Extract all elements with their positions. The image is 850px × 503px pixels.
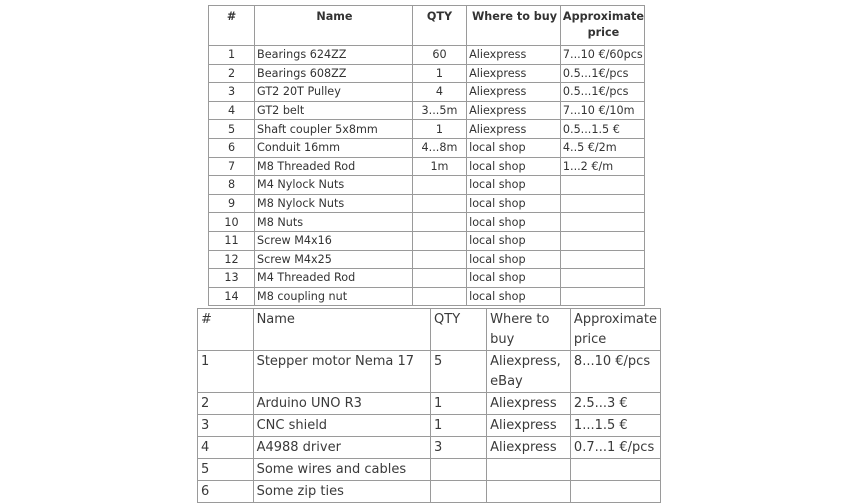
table-row: [209, 213, 645, 232]
item-name: Stepper motor Nema 17: [253, 351, 430, 393]
header-qty: QTY: [412, 6, 466, 46]
item-name: M4 Threaded Rod: [255, 269, 413, 288]
row-number: 1: [198, 351, 254, 393]
row-number: 14: [209, 287, 255, 306]
row-number: 2: [209, 64, 255, 83]
item-name: Some zip ties: [253, 481, 430, 503]
electronics-parts-table: [197, 308, 661, 503]
table-row: [209, 176, 645, 195]
item-qty: [412, 287, 466, 306]
item-where-to-buy: Aliexpress, eBay: [487, 351, 571, 393]
row-number: 6: [209, 138, 255, 157]
item-where-to-buy: local shop: [467, 194, 561, 213]
item-where-to-buy: local shop: [467, 176, 561, 195]
item-qty: 3...5m: [412, 101, 466, 120]
mechanical-parts-table: [208, 5, 645, 306]
item-name: CNC shield: [253, 415, 430, 437]
item-price: 8...10 €/pcs: [570, 351, 660, 393]
item-price: [570, 459, 660, 481]
header-name: Name: [253, 309, 430, 351]
item-qty: 4...8m: [412, 138, 466, 157]
table-row: [209, 194, 645, 213]
item-price: 0.5...1€/pcs: [560, 83, 644, 102]
item-name: M8 coupling nut: [255, 287, 413, 306]
item-where-to-buy: local shop: [467, 250, 561, 269]
item-where-to-buy: local shop: [467, 213, 561, 232]
item-where-to-buy: Aliexpress: [467, 101, 561, 120]
item-name: Shaft coupler 5x8mm: [255, 120, 413, 139]
item-price: [560, 194, 644, 213]
table-row: [198, 481, 661, 503]
item-price: 7...10 €/60pcs: [560, 46, 644, 65]
item-where-to-buy: Aliexpress: [467, 120, 561, 139]
item-qty: [412, 213, 466, 232]
item-price: [560, 213, 644, 232]
item-price: 1...1.5 €: [570, 415, 660, 437]
table-row: [209, 287, 645, 306]
row-number: 3: [198, 415, 254, 437]
header-qty: QTY: [431, 309, 487, 351]
table-row: [198, 393, 661, 415]
item-qty: 1: [431, 393, 487, 415]
table-row: [198, 351, 661, 393]
header-number: #: [209, 6, 255, 46]
row-number: 11: [209, 231, 255, 250]
item-qty: 1: [412, 120, 466, 139]
item-name: M8 Threaded Rod: [255, 157, 413, 176]
item-qty: 5: [431, 351, 487, 393]
item-name: A4988 driver: [253, 437, 430, 459]
item-where-to-buy: [487, 481, 571, 503]
item-qty: [412, 250, 466, 269]
header-where-to-buy: Where to buy: [467, 6, 561, 46]
item-where-to-buy: local shop: [467, 269, 561, 288]
header-number: #: [198, 309, 254, 351]
item-price: 2.5...3 €: [570, 393, 660, 415]
header-where-to-buy: Where to buy: [487, 309, 571, 351]
item-qty: [412, 194, 466, 213]
item-qty: 1: [412, 64, 466, 83]
item-where-to-buy: local shop: [467, 157, 561, 176]
header-approximate-price: Approximate price: [570, 309, 660, 351]
item-where-to-buy: Aliexpress: [467, 64, 561, 83]
item-price: 0.7...1 €/pcs: [570, 437, 660, 459]
table-row: [198, 459, 661, 481]
item-name: Bearings 624ZZ: [255, 46, 413, 65]
table-row: [209, 101, 645, 120]
item-where-to-buy: Aliexpress: [467, 46, 561, 65]
item-qty: 1m: [412, 157, 466, 176]
item-name: M8 Nuts: [255, 213, 413, 232]
table-header-row: [198, 309, 661, 351]
item-price: [560, 231, 644, 250]
table-row: [209, 46, 645, 65]
item-where-to-buy: Aliexpress: [487, 437, 571, 459]
row-number: 7: [209, 157, 255, 176]
row-number: 9: [209, 194, 255, 213]
table-row: [209, 231, 645, 250]
item-price: 4..5 €/2m: [560, 138, 644, 157]
item-where-to-buy: Aliexpress: [487, 415, 571, 437]
row-number: 12: [209, 250, 255, 269]
item-price: 0.5...1.5 €: [560, 120, 644, 139]
item-where-to-buy: local shop: [467, 231, 561, 250]
item-price: 7...10 €/10m: [560, 101, 644, 120]
item-qty: [431, 481, 487, 503]
item-name: Arduino UNO R3: [253, 393, 430, 415]
row-number: 2: [198, 393, 254, 415]
row-number: 4: [209, 101, 255, 120]
item-price: 0.5...1€/pcs: [560, 64, 644, 83]
row-number: 10: [209, 213, 255, 232]
item-where-to-buy: [487, 459, 571, 481]
item-name: GT2 20T Pulley: [255, 83, 413, 102]
item-qty: 3: [431, 437, 487, 459]
item-name: M4 Nylock Nuts: [255, 176, 413, 195]
item-qty: 60: [412, 46, 466, 65]
row-number: 8: [209, 176, 255, 195]
item-name: M8 Nylock Nuts: [255, 194, 413, 213]
item-name: Conduit 16mm: [255, 138, 413, 157]
item-price: [560, 250, 644, 269]
item-price: [560, 176, 644, 195]
item-where-to-buy: local shop: [467, 287, 561, 306]
table-row: [209, 64, 645, 83]
row-number: 5: [209, 120, 255, 139]
row-number: 4: [198, 437, 254, 459]
table-row: [209, 120, 645, 139]
row-number: 1: [209, 46, 255, 65]
table-header-row: [209, 6, 645, 46]
item-qty: 1: [431, 415, 487, 437]
header-name: Name: [255, 6, 413, 46]
table-row: [209, 83, 645, 102]
item-qty: [412, 176, 466, 195]
item-price: 1...2 €/m: [560, 157, 644, 176]
table-row: [198, 415, 661, 437]
row-number: 6: [198, 481, 254, 503]
item-qty: 4: [412, 83, 466, 102]
row-number: 5: [198, 459, 254, 481]
table-row: [209, 250, 645, 269]
header-approximate-price: Approximate price: [560, 6, 644, 46]
item-name: GT2 belt: [255, 101, 413, 120]
row-number: 13: [209, 269, 255, 288]
table-row: [198, 437, 661, 459]
item-name: Screw M4x25: [255, 250, 413, 269]
item-price: [570, 481, 660, 503]
item-where-to-buy: Aliexpress: [487, 393, 571, 415]
table-row: [209, 157, 645, 176]
item-name: Screw M4x16: [255, 231, 413, 250]
table-row: [209, 269, 645, 288]
table-row: [209, 138, 645, 157]
item-qty: [412, 269, 466, 288]
item-price: [560, 287, 644, 306]
row-number: 3: [209, 83, 255, 102]
item-qty: [412, 231, 466, 250]
item-qty: [431, 459, 487, 481]
item-where-to-buy: Aliexpress: [467, 83, 561, 102]
item-where-to-buy: local shop: [467, 138, 561, 157]
item-name: Some wires and cables: [253, 459, 430, 481]
item-price: [560, 269, 644, 288]
item-name: Bearings 608ZZ: [255, 64, 413, 83]
